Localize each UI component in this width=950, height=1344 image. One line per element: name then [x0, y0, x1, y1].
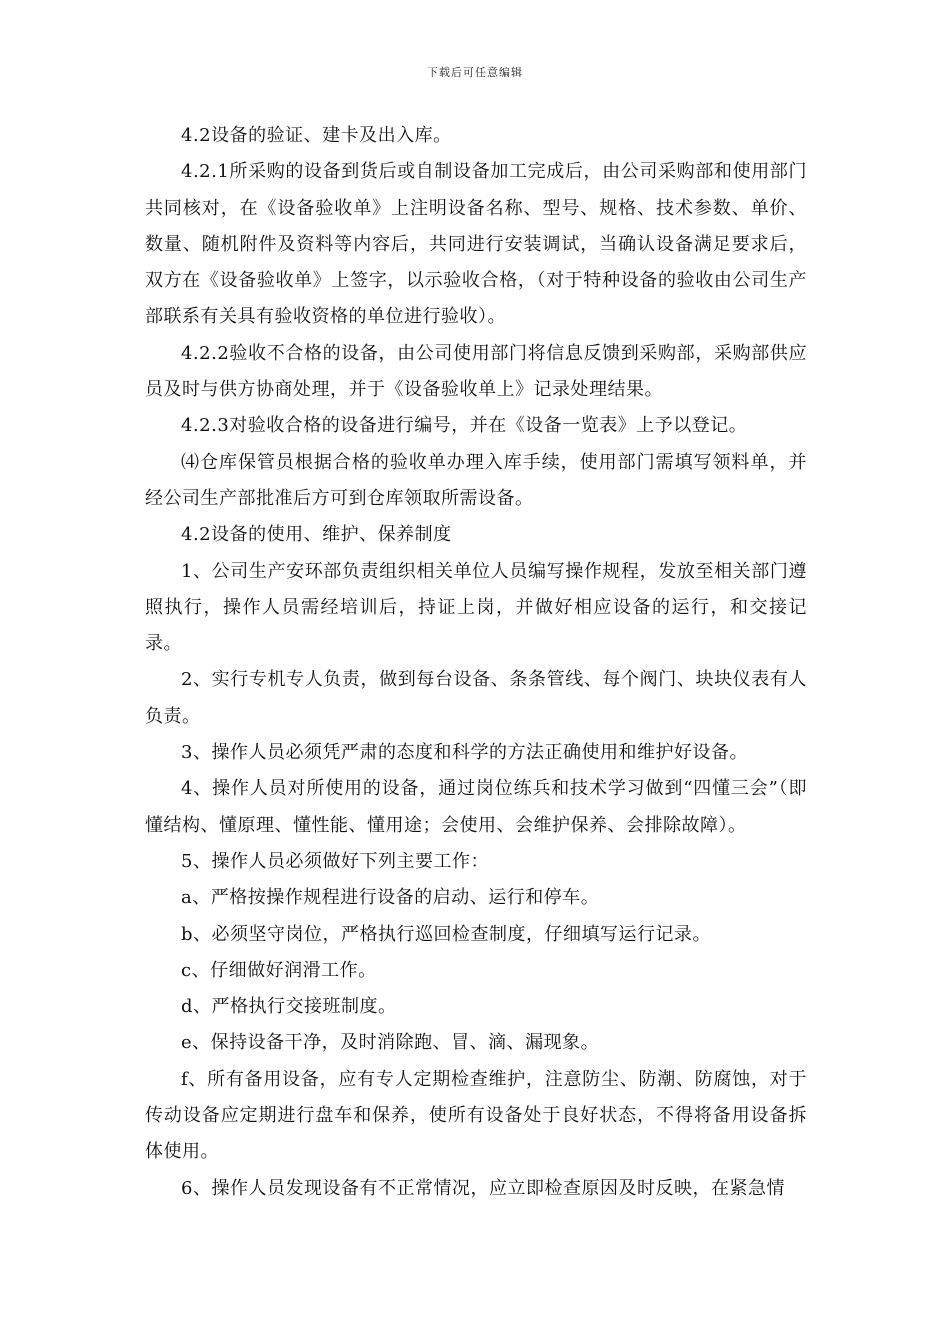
list-item: d、严格执行交接班制度。: [181, 996, 397, 1018]
list-item: a、严格按操作规程进行设备的启动、运行和停车。: [181, 887, 600, 909]
document-body: [145, 118, 807, 1207]
list-item: c、仔细做好润滑工作。: [181, 959, 377, 981]
list-item: f、所有备用设备，应有专人定期检查维护，注意防尘、防潮、防腐蚀，对于传动设备应定期进行盘车和保养，使所有设备处于良好状态，不得将备用设备拆体使用。: [145, 1068, 807, 1163]
paragraph: 3、操作人员必须凭严肃的态度和科学的方法正确使用和维护好设备。: [181, 742, 748, 764]
list-item: e、保持设备干净，及时消除跑、冒、滴、漏现象。: [181, 1032, 600, 1054]
paragraph: 4.2.1所采购的设备到货后或自制设备加工完成后，由公司采购部和使用部门共同核对，在《设备验收单》上注明设备名称、型号、规格、技术参数、单价、数量、随机附件及资料等内容后，共同进行安装调试，当确认设备满足要求后，双方在《设备验收单》上签字，以示验收合格，（对于特种设备的验收由公司生产部联系有关具有验收资格的单位进行验收）。: [145, 161, 807, 328]
paragraph: ⑷仓库保管员根据合格的验收单办理入库手续，使用部门需填写领料单，并经公司生产部批准后方可到仓库领取所需设备。: [145, 451, 807, 509]
paragraph: 4.2.3对验收合格的设备进行编号，并在《设备一览表》上予以登记。: [181, 415, 748, 437]
paragraph: 4.2.2验收不合格的设备，由公司使用部门将信息反馈到采购部，采购部供应员及时与供方协商处理，并于《设备验收单上》记录处理结果。: [145, 342, 807, 401]
list-item: b、必须坚守岗位，严格执行巡回检查制度，仔细填写运行记录。: [181, 923, 712, 945]
section-heading: 4.2设备的验证、建卡及出入库。: [181, 125, 452, 146]
paragraph: 4、操作人员对所使用的设备，通过岗位练兵和技术学习做到“四懂三会”（即懂结构、懂原理、懂性能、懂用途；会使用、会维护保养、会排除故障）。: [145, 778, 807, 836]
paragraph: 5、操作人员必须做好下列主要工作：: [181, 850, 489, 872]
paragraph: 2、实行专机专人负责，做到每台设备、条条管线、每个阀门、块块仪表有人负责。: [145, 669, 807, 727]
paragraph: 6、操作人员发现设备有不正常情况，应立即检查原因及时反映，在紧急情: [181, 1177, 785, 1199]
section-heading: 4.2设备的使用、维护、保养制度: [181, 524, 452, 546]
page-header: 下载后可任意编辑: [427, 66, 523, 79]
paragraph: 1、公司生产安环部负责组织相关单位人员编写操作规程，发放至相关部门遵照执行，操作人员需经培训后，持证上岗，并做好相应设备的运行，和交接记录。: [145, 560, 807, 655]
